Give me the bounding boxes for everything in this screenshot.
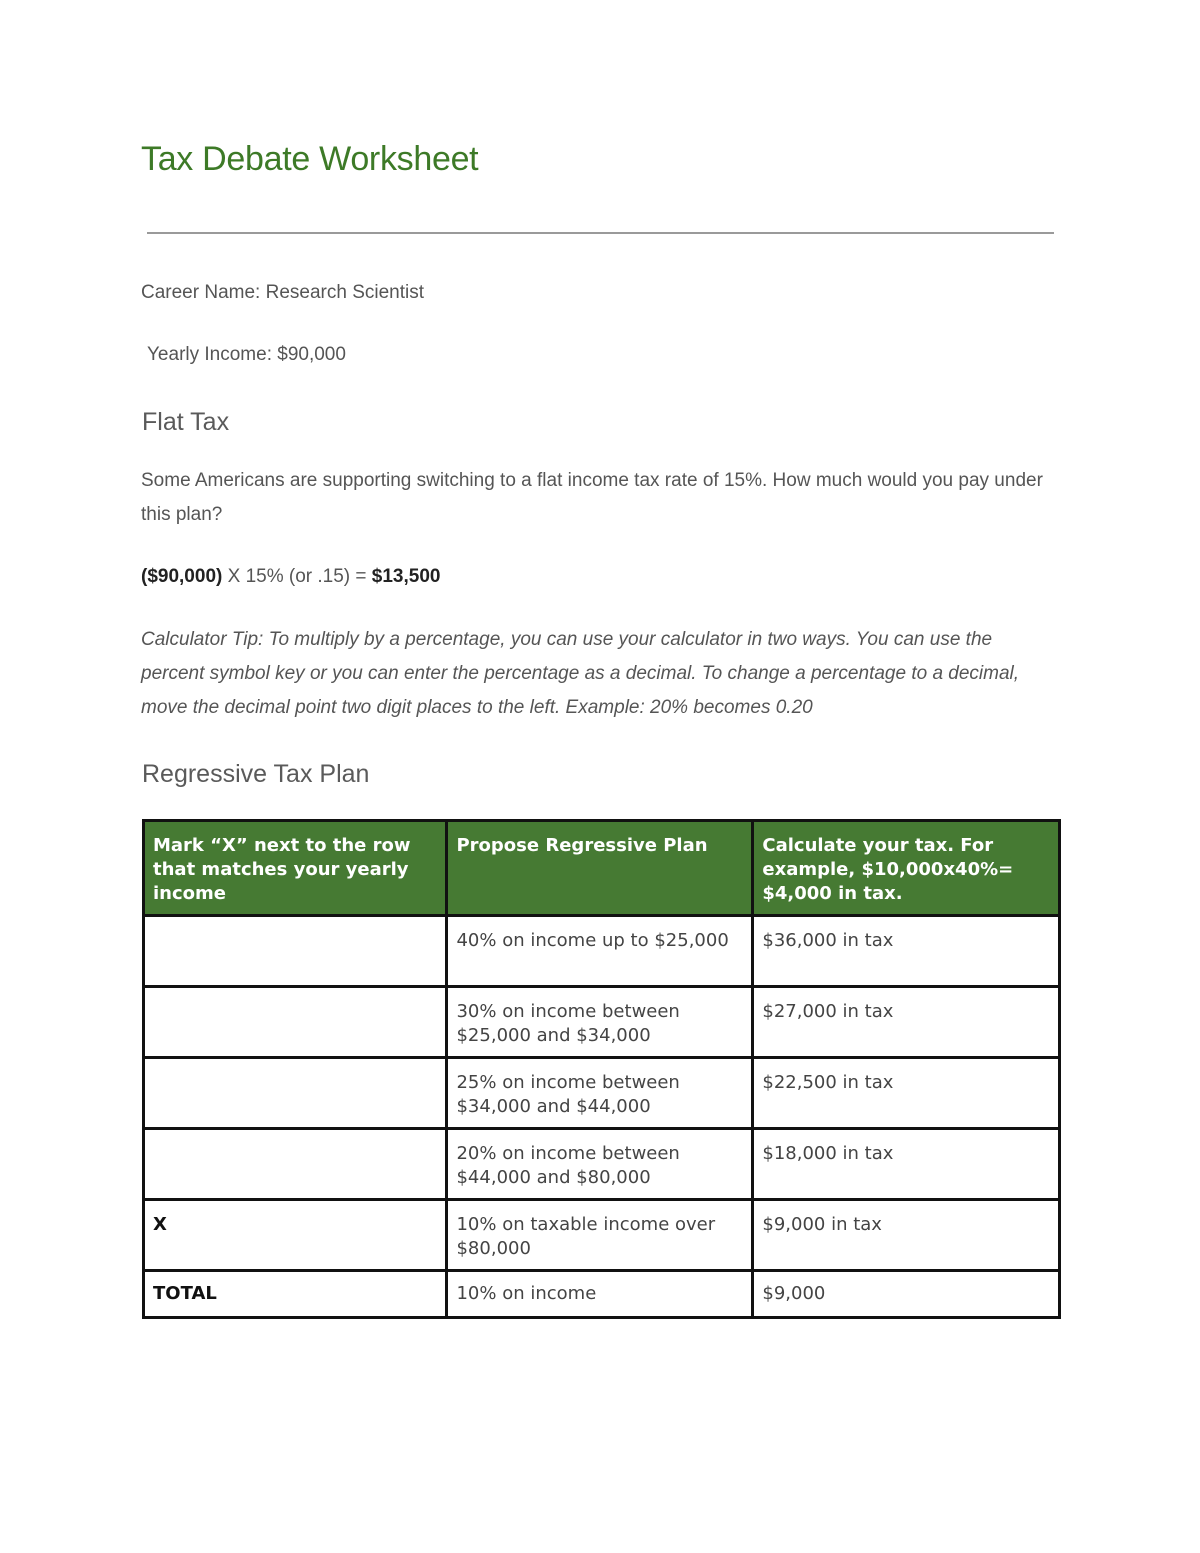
total-row: [144, 1271, 1060, 1318]
regressive-tax-table: [142, 819, 1061, 1319]
flat-tax-question: Some Americans are supporting switching to a flat income tax rate of 15%. How much would you pay under this plan?: [141, 470, 1043, 525]
table-header-row: [144, 821, 1060, 916]
calc-middle: X 15% (or .15) =: [222, 566, 372, 587]
row-plan-cell: 25% on income between $34,000 and $44,000: [447, 1058, 753, 1129]
row-tax-cell: $18,000 in tax: [753, 1129, 1060, 1200]
table-row: [144, 1058, 1060, 1129]
header-mark: Mark “X” next to the row that matches your yearly income: [144, 821, 447, 916]
total-plan: 10% on income: [447, 1271, 753, 1318]
calc-amount: ($90,000): [141, 566, 223, 587]
flat-tax-heading: Flat Tax: [142, 408, 230, 436]
yearly-income: Yearly Income: $90,000: [147, 344, 346, 365]
table-row: [144, 916, 1060, 987]
title-divider: [147, 232, 1054, 234]
row-tax-cell: $36,000 in tax: [753, 916, 1060, 987]
header-plan: Propose Regressive Plan: [447, 821, 753, 916]
row-mark-cell[interactable]: [144, 1058, 447, 1129]
flat-tax-calculation: [141, 560, 1046, 594]
regressive-tax-heading: Regressive Tax Plan: [142, 760, 370, 788]
table-row: [144, 1129, 1060, 1200]
row-tax-cell: $22,500 in tax: [753, 1058, 1060, 1129]
row-mark-cell[interactable]: X: [144, 1200, 447, 1271]
row-plan-cell: 20% on income between $44,000 and $80,000: [447, 1129, 753, 1200]
row-mark-cell[interactable]: [144, 916, 447, 987]
row-mark-cell[interactable]: [144, 987, 447, 1058]
row-plan-cell: 10% on taxable income over $80,000: [447, 1200, 753, 1271]
career-name: Career Name: Research Scientist: [141, 282, 424, 303]
row-plan-cell: 30% on income between $25,000 and $34,000: [447, 987, 753, 1058]
row-tax-cell: $9,000 in tax: [753, 1200, 1060, 1271]
row-tax-cell: $27,000 in tax: [753, 987, 1060, 1058]
total-label: TOTAL: [144, 1271, 447, 1318]
calc-result: $13,500: [371, 566, 441, 587]
header-calculate: Calculate your tax. For example, $10,000x40%= $4,000 in tax.: [753, 821, 1060, 916]
calculator-tip: Calculator Tip: To multiply by a percentage, you can use your calculator in two ways. You can use the percent symbol key or you can enter the percentage as a decimal. To change a percentage to a decimal, move the decimal point two digit places to the left. Example: 20% becomes 0.20: [141, 629, 1020, 718]
table-row: [144, 987, 1060, 1058]
row-plan-cell: 40% on income up to $25,000: [447, 916, 753, 987]
table-row: [144, 1200, 1060, 1271]
row-mark-cell[interactable]: [144, 1129, 447, 1200]
page-title: Tax Debate Worksheet: [141, 140, 479, 178]
total-tax: $9,000: [753, 1271, 1060, 1318]
